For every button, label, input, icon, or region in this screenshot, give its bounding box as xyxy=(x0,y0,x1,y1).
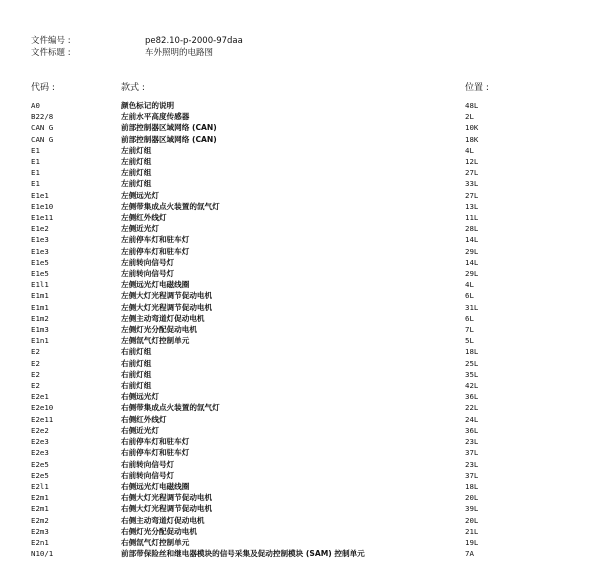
row-position: 4L xyxy=(465,145,474,155)
row-code: E1e3 xyxy=(31,235,49,245)
table-row xyxy=(31,178,525,189)
row-code: E2e5 xyxy=(31,470,49,480)
row-code: E2 xyxy=(31,358,40,368)
table-row xyxy=(31,302,525,313)
row-position: 37L xyxy=(465,448,479,458)
row-position: 18L xyxy=(465,347,479,357)
row-code: E2e3 xyxy=(31,448,49,458)
table-row xyxy=(31,335,525,346)
row-position: 20L xyxy=(465,515,479,525)
row-position: 23L xyxy=(465,437,479,447)
row-description: 右侧带集成点火装置的氙气灯 xyxy=(121,403,220,413)
table-row xyxy=(31,380,525,391)
table-row xyxy=(31,257,525,268)
row-description: 左侧大灯光程调节促动电机 xyxy=(121,291,213,301)
row-description: 右前灯组 xyxy=(121,358,152,368)
table-row xyxy=(31,459,525,470)
row-code: CAN G xyxy=(31,134,54,144)
table-row xyxy=(31,481,525,492)
row-position: 35L xyxy=(465,369,479,379)
row-description: 左侧近光灯 xyxy=(121,224,159,234)
row-description: 右侧近光灯 xyxy=(121,425,159,435)
row-position: 18L xyxy=(465,481,479,491)
row-code: E2 xyxy=(31,347,40,357)
table-row xyxy=(31,111,525,122)
table-row xyxy=(31,414,525,425)
row-code: B22/8 xyxy=(31,112,54,122)
row-code: E2m1 xyxy=(31,504,49,514)
column-header-code: 代码 : xyxy=(31,83,55,93)
row-code: E1 xyxy=(31,179,40,189)
table-row xyxy=(31,246,525,257)
table-row xyxy=(31,167,525,178)
row-description: 左前转向信号灯 xyxy=(121,257,175,267)
row-position: 13L xyxy=(465,201,479,211)
row-description: 右前转向信号灯 xyxy=(121,470,175,480)
row-position: 36L xyxy=(465,392,479,402)
row-position: 10K xyxy=(465,123,479,133)
table-row xyxy=(31,391,525,402)
row-description: 左侧远光灯电磁线圈 xyxy=(121,280,190,290)
row-code: E1e10 xyxy=(31,201,54,211)
row-code: E1e3 xyxy=(31,246,49,256)
table-row xyxy=(31,223,525,234)
row-code: E2e3 xyxy=(31,437,49,447)
row-code: E1 xyxy=(31,157,40,167)
row-code: E2m1 xyxy=(31,493,49,503)
row-description: 左前停车灯和驻车灯 xyxy=(121,235,190,245)
table-row xyxy=(31,324,525,335)
row-position: 23L xyxy=(465,459,479,469)
row-description: 左前灯组 xyxy=(121,145,152,155)
table-row xyxy=(31,145,525,156)
row-description: 左侧带集成点火装置的氙气灯 xyxy=(121,201,220,211)
table-row xyxy=(31,369,525,380)
row-position: 21L xyxy=(465,526,479,536)
table-row xyxy=(31,358,525,369)
file-title-label: 文件标题 : xyxy=(31,48,71,58)
row-position: 42L xyxy=(465,381,479,391)
row-position: 33L xyxy=(465,179,479,189)
row-description: 左前灯组 xyxy=(121,179,152,189)
row-description: 颜色标记的说明 xyxy=(121,101,175,110)
row-description: 右前转向信号灯 xyxy=(121,459,175,469)
row-description: 右侧主动弯道灯促动电机 xyxy=(121,515,205,525)
table-row xyxy=(31,190,525,201)
row-position: 28L xyxy=(465,224,479,234)
row-description: 左前水平高度传感器 xyxy=(121,112,190,122)
row-position: 31L xyxy=(465,302,479,312)
row-position: 48L xyxy=(465,101,479,110)
row-position: 14L xyxy=(465,235,479,245)
table-row xyxy=(31,346,525,357)
row-description: 右侧远光灯 xyxy=(121,392,159,402)
row-description: 左侧大灯光程调节促动电机 xyxy=(121,302,213,312)
row-position: 7L xyxy=(465,325,474,335)
table-row xyxy=(31,268,525,279)
table-row xyxy=(31,447,525,458)
row-code: N10/1 xyxy=(31,549,54,559)
row-position: 29L xyxy=(465,269,479,279)
row-position: 37L xyxy=(465,470,479,480)
row-position: 6L xyxy=(465,291,474,301)
table-row xyxy=(31,156,525,167)
table-row xyxy=(31,537,525,548)
column-header-position: 位置 : xyxy=(465,83,489,93)
row-description: 右前停车灯和驻车灯 xyxy=(121,437,190,447)
row-position: 19L xyxy=(465,537,479,547)
row-description: 左侧灯光分配促动电机 xyxy=(121,325,197,335)
row-description: 左侧远光灯 xyxy=(121,190,159,200)
row-position: 5L xyxy=(465,336,474,346)
row-description: 右侧灯光分配促动电机 xyxy=(121,526,197,536)
table-row xyxy=(31,470,525,481)
row-position: 2L xyxy=(465,112,474,122)
row-description: 左前停车灯和驻车灯 xyxy=(121,246,190,256)
row-description: 左侧红外线灯 xyxy=(121,213,167,223)
component-index-table xyxy=(31,100,525,559)
table-row xyxy=(31,515,525,526)
table-row xyxy=(31,492,525,503)
row-description: 前部带保险丝和继电器模块的信号采集及促动控制模块 (SAM) 控制单元 xyxy=(121,549,365,559)
file-number-value: pe82.10-p-2000-97daa xyxy=(145,36,243,46)
row-position: 6L xyxy=(465,313,474,323)
row-description: 左前灯组 xyxy=(121,168,152,178)
table-row xyxy=(31,313,525,324)
row-position: 7A xyxy=(465,549,474,559)
row-position: 24L xyxy=(465,414,479,424)
row-position: 14L xyxy=(465,257,479,267)
table-row xyxy=(31,100,525,111)
row-position: 39L xyxy=(465,504,479,514)
row-code: E2e1 xyxy=(31,392,49,402)
row-description: 左前灯组 xyxy=(121,157,152,167)
table-row xyxy=(31,436,525,447)
table-row xyxy=(31,134,525,145)
row-description: 右侧氙气灯控制单元 xyxy=(121,537,190,547)
row-code: E1e5 xyxy=(31,269,49,279)
row-position: 4L xyxy=(465,280,474,290)
row-code: E1e5 xyxy=(31,257,49,267)
table-row xyxy=(31,212,525,223)
row-description: 左侧主动弯道灯促动电机 xyxy=(121,313,205,323)
row-description: 左侧氙气灯控制单元 xyxy=(121,336,190,346)
row-position: 11L xyxy=(465,213,479,223)
table-row xyxy=(31,503,525,514)
row-description: 左前转向信号灯 xyxy=(121,269,175,279)
row-position: 36L xyxy=(465,425,479,435)
row-description: 右侧远光灯电磁线圈 xyxy=(121,481,190,491)
row-code: E2e2 xyxy=(31,425,49,435)
row-code: CAN G xyxy=(31,123,54,133)
row-code: E2e11 xyxy=(31,414,54,424)
table-row xyxy=(31,201,525,212)
row-position: 27L xyxy=(465,190,479,200)
row-position: 27L xyxy=(465,168,479,178)
row-code: E2 xyxy=(31,369,40,379)
row-description: 右前灯组 xyxy=(121,381,152,391)
table-row xyxy=(31,425,525,436)
table-row xyxy=(31,279,525,290)
row-code: E1e2 xyxy=(31,224,49,234)
column-header-desc: 款式 : xyxy=(121,83,145,93)
row-code: E1 xyxy=(31,168,40,178)
row-position: 20L xyxy=(465,493,479,503)
row-description: 右侧大灯光程调节促动电机 xyxy=(121,504,213,514)
table-row xyxy=(31,526,525,537)
row-code: E2m2 xyxy=(31,515,49,525)
row-description: 右侧大灯光程调节促动电机 xyxy=(121,493,213,503)
row-description: 右前灯组 xyxy=(121,369,152,379)
row-position: 12L xyxy=(465,157,479,167)
row-code: E1m1 xyxy=(31,291,49,301)
row-code: E2m3 xyxy=(31,526,49,536)
row-code: E2l1 xyxy=(31,481,49,491)
table-row xyxy=(31,234,525,245)
table-row xyxy=(31,122,525,133)
row-description: 右侧红外线灯 xyxy=(121,414,167,424)
row-description: 右前停车灯和驻车灯 xyxy=(121,448,190,458)
row-code: E2n1 xyxy=(31,537,49,547)
row-code: E1m2 xyxy=(31,313,49,323)
row-code: E1 xyxy=(31,145,40,155)
row-code: E1n1 xyxy=(31,336,49,346)
row-code: E1e1 xyxy=(31,190,49,200)
row-code: E1e11 xyxy=(31,213,54,223)
table-row xyxy=(31,548,525,559)
table-row xyxy=(31,290,525,301)
row-position: 29L xyxy=(465,246,479,256)
row-code: E1m1 xyxy=(31,302,49,312)
row-description: 右前灯组 xyxy=(121,347,152,357)
row-code: E2 xyxy=(31,381,40,391)
row-position: 25L xyxy=(465,358,479,368)
table-row xyxy=(31,402,525,413)
row-position: 18K xyxy=(465,134,479,144)
file-number-label: 文件编号 : xyxy=(31,36,71,46)
row-code: E2e5 xyxy=(31,459,49,469)
row-description: 前部控制器区域网络 (CAN) xyxy=(121,123,217,133)
file-title-value: 车外照明的电路图 xyxy=(145,48,214,58)
row-description: 前部控制器区域网络 (CAN) xyxy=(121,134,217,144)
row-code: E1m3 xyxy=(31,325,49,335)
row-code: E1l1 xyxy=(31,280,49,290)
row-code: E2e10 xyxy=(31,403,54,413)
row-position: 22L xyxy=(465,403,479,413)
row-code: A0 xyxy=(31,101,40,110)
